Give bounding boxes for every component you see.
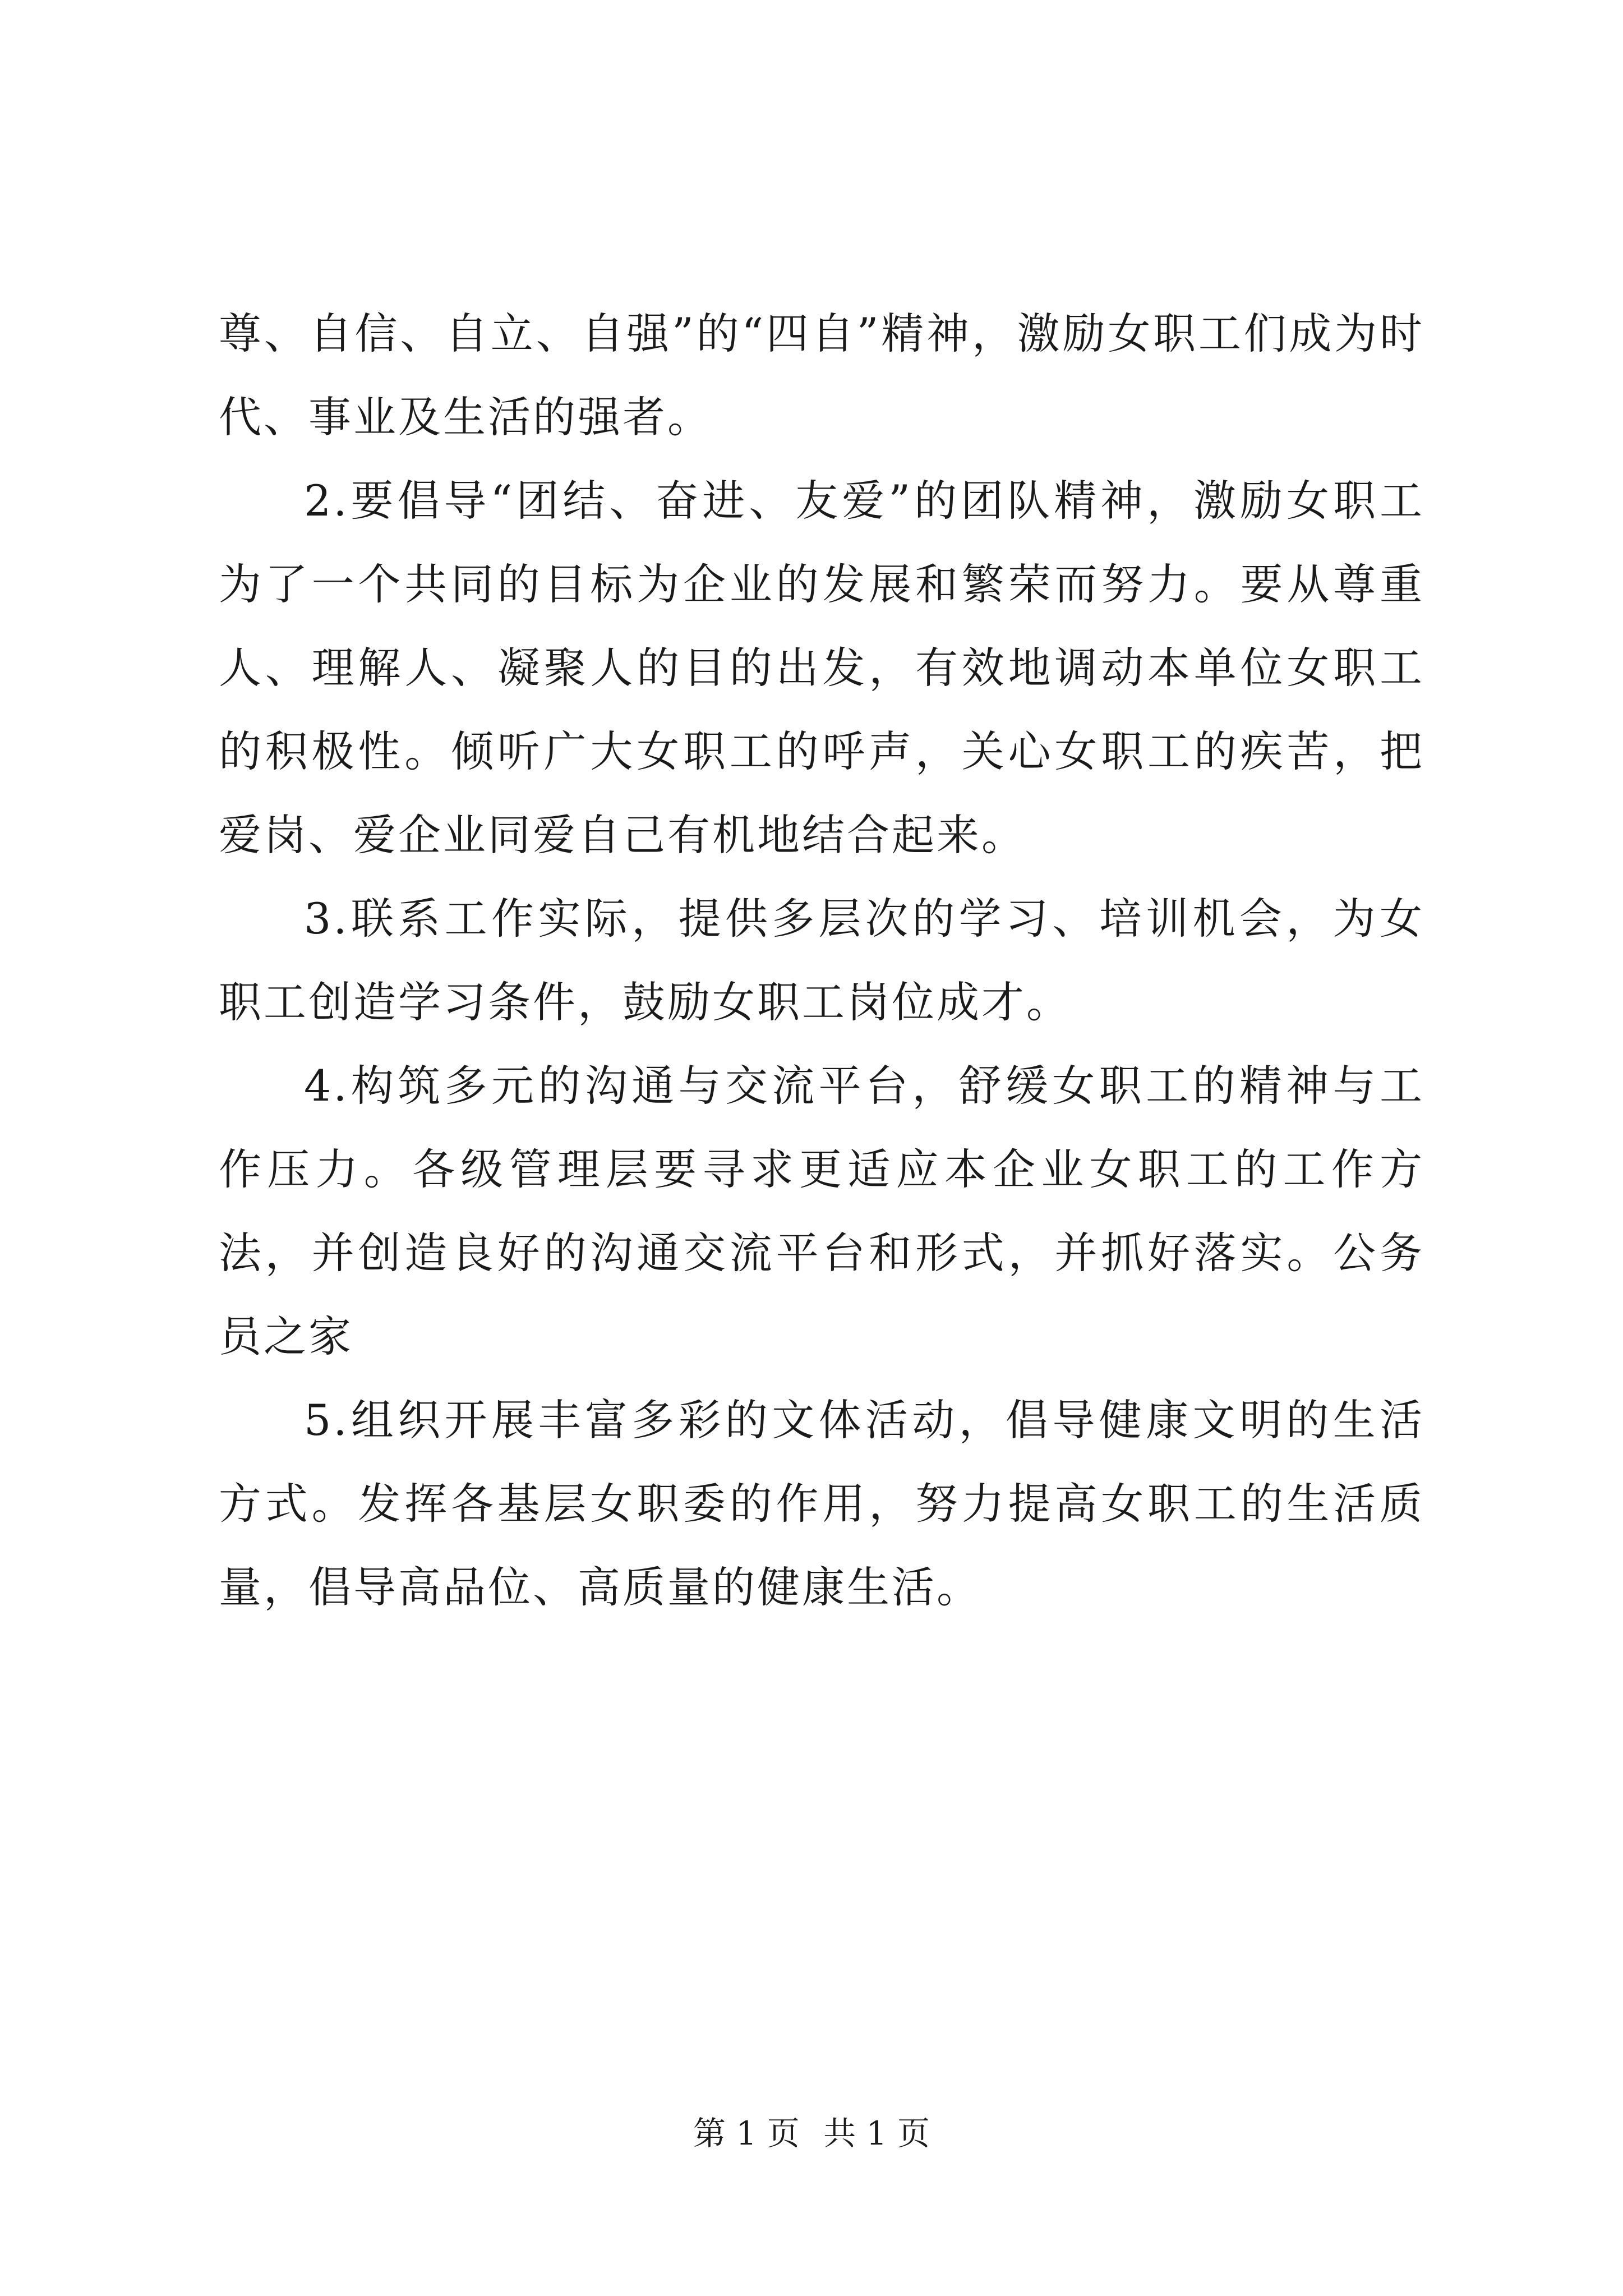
- document-body: [219, 292, 1424, 1629]
- paragraph-item-3: 3.联系工作实际，提供多层次的学习、培训机会，为女职工创造学习条件，鼓励女职工岗位成才。: [219, 894, 1424, 1027]
- total-page-count: 共 1 页: [823, 2114, 930, 2152]
- current-page-number: 第 1 页: [693, 2114, 800, 2152]
- paragraph-continuation: 尊、自信、自立、自强”的“四自”精神，激励女职工们成为时代、事业及生活的强者。: [219, 309, 1424, 442]
- paragraph-item-4: 4.构筑多元的沟通与交流平台，舒缓女职工的精神与工作压力。各级管理层要寻求更适应本企业女职工的工作方法，并创造良好的沟通交流平台和形式，并抓好落实。公务员之家: [219, 1061, 1424, 1361]
- paragraph-item-5: 5.组织开展丰富多彩的文体活动，倡导健康文明的生活方式。发挥各基层女职委的作用，努力提高女职工的生活质量，倡导高品位、高质量的健康生活。: [219, 1395, 1424, 1612]
- paragraph-item-2: 2.要倡导“团结、奋进、友爱”的团队精神，激励女职工为了一个共同的目标为企业的发展和繁荣而努力。要从尊重人、理解人、凝聚人的目的出发，有效地调动本单位女职工的积极性。倾听广大女职工的呼声，关心女职工的疾苦，把爱岗、爱企业同爱自己有机地结合起来。: [219, 476, 1424, 860]
- page-footer: [0, 2114, 1623, 2153]
